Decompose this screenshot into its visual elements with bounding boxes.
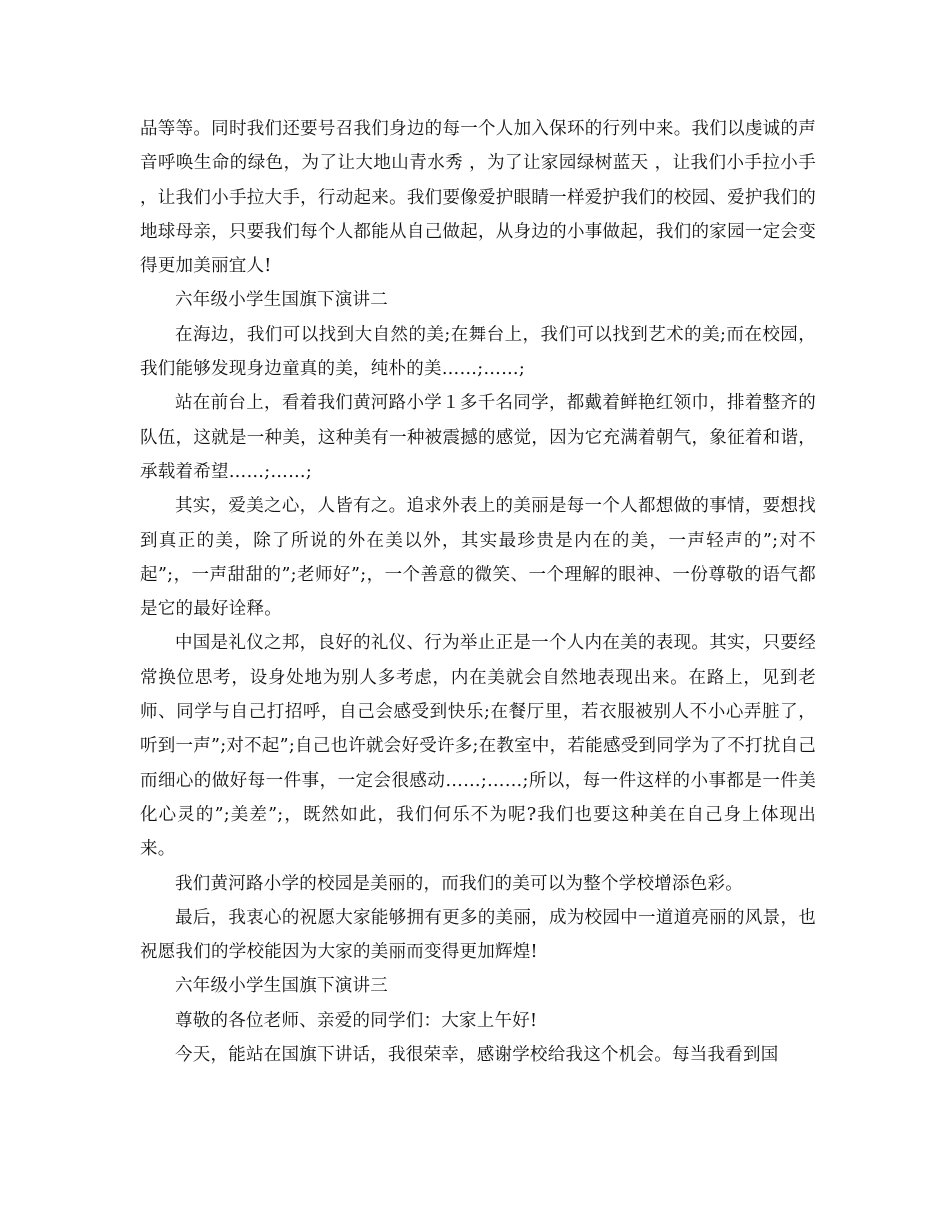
- paragraph-continued: 品等等。同时我们还要号召我们身边的每一个人加入保环的行列中来。我们以虔诚的声音呼唤生命的绿色，为了让大地山青水秀 ，为了让家园绿树蓝天 ，让我们小手拉小手 ，让我们小手拉大手，行动起来。我们要像爱护眼睛一样爱护我们的校园、爱护我们的地球母亲，只要我们每个人都能从自己做起，从身边的小事做起，我们的家园一定会变得更加美丽宜人!: [140, 119, 816, 277]
- greeting-paragraph: 尊敬的各位老师、亲爱的同学们：大家上午好!: [175, 1010, 538, 1031]
- paragraph: 中国是礼仪之邦，良好的礼仪、行为举止正是一个人内在美的表现。其实，只要经常换位思考，设身处地为别人多考虑，内在美就会自然地表现出来。在路上，见到老师、同学与自己打招呼，自己会感受到快乐;在餐厅里，若衣服被别人不小心弄脏了，听到一声”;对不起”;自己也许就会好受许多;在教室中，若能感受到同学为了不打扰自己而细心的做好每一件事，一定会很感动……;……;所以，每一件这样的小事都是一件美化心灵的”;美差”;，既然如此，我们何乐不为呢?我们也要这种美在自己身上体现出来。: [140, 633, 816, 860]
- section-heading-2: 六年级小学生国旗下演讲二: [175, 290, 388, 311]
- paragraph: 最后，我衷心的祝愿大家能够拥有更多的美丽，成为校园中一道道亮丽的风景，也祝愿我们的学校能因为大家的美丽而变得更加辉煌!: [140, 907, 816, 963]
- paragraph: 我们黄河路小学的校园是美丽的，而我们的美可以为整个学校增添色彩。: [175, 873, 743, 894]
- paragraph: 在海边，我们可以找到大自然的美;在舞台上，我们可以找到艺术的美;而在校园，我们能够发现身边童真的美，纯朴的美……;……;: [140, 324, 816, 380]
- document-page: [140, 112, 816, 1072]
- paragraph: 站在前台上，看着我们黄河路小学１多千名同学，都戴着鲜艳红领巾，排着整齐的队伍，这就是一种美，这种美有一种被震撼的感觉，因为它充满着朝气，象征着和谐，承载着希望……;……;: [140, 393, 816, 482]
- paragraph-truncated: 今天，能站在国旗下讲话，我很荣幸，感谢学校给我这个机会。每当我看到国: [175, 1045, 779, 1066]
- paragraph: 其实，爱美之心，人皆有之。追求外表上的美丽是每一个人都想做的事情，要想找到真正的美，除了所说的外在美以外，其实最珍贵是内在的美，一声轻声的”;对不起”;，一声甜甜的”;老师好”;，一个善意的微笑、一个理解的眼神、一份尊敬的语气都是它的最好诠释。: [140, 496, 816, 620]
- section-heading-3: 六年级小学生国旗下演讲三: [175, 976, 388, 997]
